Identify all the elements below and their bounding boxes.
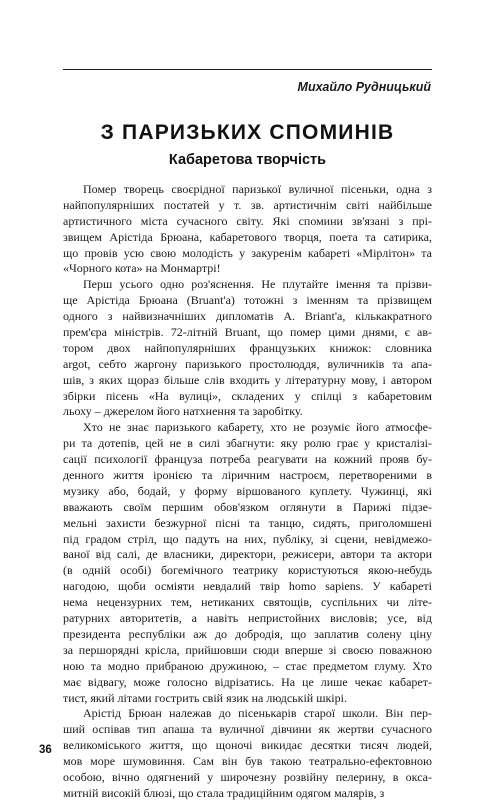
text-line: мельні захисти безжурної пісні та танцю, сидять, приголомшені: [63, 515, 432, 530]
body-text: [63, 182, 432, 802]
text-line: «Чорного кота» на Монмартрі!: [63, 261, 221, 276]
text-line: митній високій блюзі, що стала традиційним одягом малярів, з: [63, 785, 385, 800]
paragraph: [63, 706, 432, 801]
text-line: ною та модно прибраною дружиною, – стає предметом глуму. Хто: [63, 658, 432, 673]
chapter-title: З ПАРИЗЬКИХ СПОМИНІВ: [100, 121, 395, 144]
paragraph: [63, 277, 432, 420]
text-line: тист, який літами гострить свій язик на людській шкірі.: [63, 690, 347, 705]
text-line: прем'єра міністрів. 72-літній Bruant, що помер цими днями, є ав-: [63, 325, 432, 340]
text-line: ще Арістіда Брюана (Bruant'а) тотожні з іменням та прізвищем: [63, 293, 432, 308]
text-line: Хто не знає паризького кабарету, хто не розуміє його атмосфе-: [83, 420, 432, 435]
text-line: музику або, бодай, у форму віршованого куплету. Чужинці, які: [63, 483, 432, 498]
text-line: має відвагу, може голосно відрізатись. На це лише чекає кабарет-: [63, 674, 432, 689]
text-line: звищем Арістіда Брюана, кабаретового творця, поета та сатирика,: [63, 229, 432, 244]
text-line: за першорядні крісла, прийшовши сюди вперше зі своєю поважною: [63, 642, 432, 657]
text-line: нема нецензурних тем, нетиканих святощів, суспільних чи літе-: [63, 595, 432, 610]
text-line: мов море шумовиння. Сам він був такою театрально-ефектовною: [63, 754, 432, 769]
text-line: Арістід Брюан належав до пісенькарів старої школи. Він пер-: [83, 706, 432, 721]
text-line: вважають своїм першим обов'язком оглянути в Парижі підзе-: [63, 499, 432, 514]
text-line: шів, з яких щораз більше слів входить у літературну мову, і автором: [63, 372, 432, 387]
text-line: ратурних авторитетів, а навіть непристойних висловів; усе, від: [63, 611, 432, 626]
paragraph: [63, 420, 432, 706]
text-line: під градом стріл, що падуть на них, публіку, зі сцени, невідмежо-: [63, 531, 432, 546]
text-line: сації психології француза потреба реагувати на кожний прояв бу-: [63, 452, 432, 467]
text-line: великоміського життя, що щоночі викидає десятки тисяч людей,: [63, 738, 432, 753]
text-line: ший оспівав тип апаша та вуличної дівчини як жертви сучасного: [63, 722, 432, 737]
text-line: Помер творець своєрідної паризької вуличної пісеньки, одна з: [83, 182, 432, 196]
paragraph: [63, 182, 432, 277]
text-line: особою, вічно одягнений у широчезну розвійну пелерину, в окса-: [63, 769, 432, 784]
text-line: найпопулярніших постатей у т. зв. артистичнім світі найбільше: [63, 197, 432, 212]
text-line: тором двох найпопулярніших французьких книжок: словника: [63, 340, 432, 355]
text-line: президента республіки аж до добродія, що заплатив солену ціну: [63, 626, 432, 641]
chapter-subtitle: Кабаретова творчість: [168, 152, 327, 168]
text-line: збірки пісень «На вулиці», складених у спілці з кабаретовим: [63, 388, 432, 403]
text-line: Перш усього одно роз'яснення. Не плутайте імення та прізви-: [83, 277, 432, 292]
text-line: (в одній особі) богемічного театрику користуються якою-небудь: [63, 563, 432, 578]
text-line: ваної від салі, де власники, директори, режисери, автори та актори: [63, 547, 432, 562]
text-line: одного з найвизначніших дипломатів А. Briant'а, кількакратного: [63, 309, 432, 324]
header-rule: [63, 69, 432, 70]
text-line: ри та дотепів, цей не в силі збагнути: яку ролю грає у кристалізі-: [63, 436, 432, 451]
running-head-author: Михайло Рудницький: [297, 80, 431, 94]
text-line: артистичного міста сучасного світу. Які спомини зв'язані з прі-: [63, 213, 432, 228]
text-line: нагодою, щоби осміяти невдалий твір homo sapiens. У кабареті: [63, 579, 432, 594]
text-line: льоху – джерелом його натхнення та заробітку.: [63, 404, 303, 419]
text-line: argot, себто жаргону паризького простолюддя, вуличників та апа-: [63, 356, 432, 371]
text-line: що провів усю свою молодість у закуренім кабареті «Мірлітон» та: [63, 245, 432, 260]
text-line: денного життя іронією та ліричним настроєм, перетвореними в: [63, 468, 432, 483]
page-number: 36: [39, 744, 52, 756]
